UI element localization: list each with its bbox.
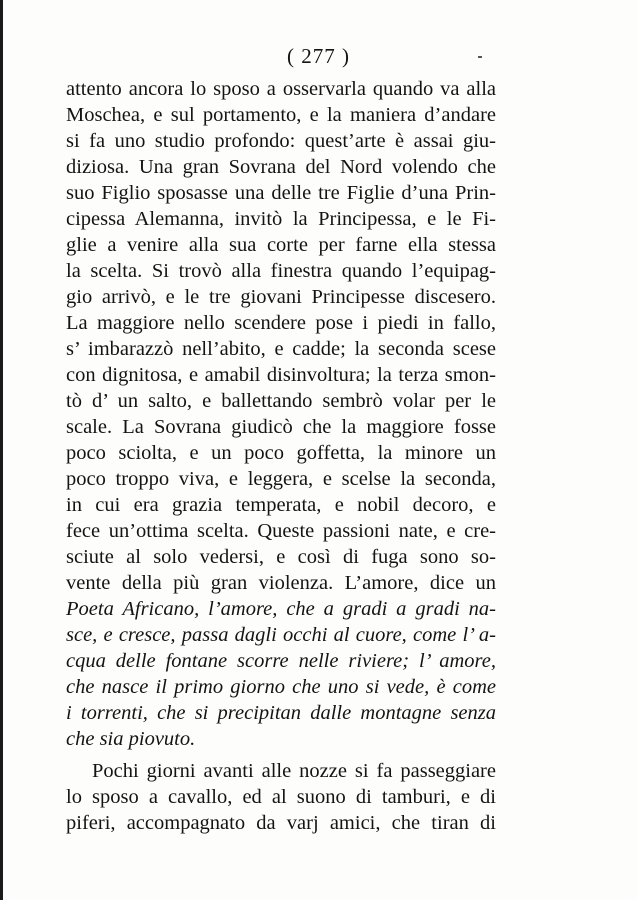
text-line: in cui era grazia temperata, e nobil decoro, e: [66, 494, 496, 516]
text-line: suo Figlio sposasse una delle tre Figlie d’una Prin-: [66, 182, 496, 204]
text-line: la scelta. Si trovò alla finestra quando l’equipag-: [66, 260, 496, 282]
text-line: Pochi giorni avanti alle nozze si fa passeggiare: [92, 760, 496, 782]
text-line: lo sposo a cavallo, ed al suono di tamburi, e di: [66, 786, 496, 808]
text-line: si fa uno studio profondo: quest’arte è assai giu-: [66, 130, 496, 152]
text-line: diziosa. Una gran Sovrana del Nord volendo che: [66, 156, 496, 178]
text-line: gio arrivò, e le tre giovani Principesse discesero.: [66, 286, 496, 308]
page-number: ( 277 ): [287, 44, 350, 68]
text-line: poco troppo viva, e leggera, e scelse la seconda,: [66, 468, 496, 490]
text-line: piferi, accompagnato da varj amici, che tiran di: [66, 812, 496, 834]
text-line: vente della più gran violenza. L’amore, dice un: [66, 572, 496, 594]
text-line: fece un’ottima scelta. Queste passioni nate, e cre-: [66, 520, 496, 542]
text-line: La maggiore nello scendere pose i piedi in fallo,: [66, 312, 496, 334]
text-line: sciute al solo vedersi, e così di fuga sono so-: [66, 546, 496, 568]
text-line: Poeta Africano, l’amore, che a gradi a gradi na-: [66, 598, 496, 620]
text-line: scale. La Sovrana giudicò che la maggiore fosse: [66, 416, 496, 438]
text-line: tò d’ un salto, e ballettando sembrò volar per le: [66, 390, 496, 412]
text-line: s’ imbarazzò nell’abito, e cadde; la seconda scese: [66, 338, 496, 360]
page-edge-shadow: [0, 0, 3, 900]
text-line: glie a venire alla sua corte per farne ella stessa: [66, 234, 496, 256]
text-line: cipessa Alemanna, invitò la Principessa, e le Fi-: [66, 208, 496, 230]
text-line: i torrenti, che si precipitan dalle montagne senza: [66, 702, 496, 724]
text-line: cqua delle fontane scorre nelle riviere; l’ amore,: [66, 650, 496, 672]
text-line: attento ancora lo sposo a osservarla quando va alla: [66, 78, 496, 100]
text-line: con dignitosa, e amabil disinvoltura; la terza smon-: [66, 364, 496, 386]
text-line: sce, e cresce, passa dagli occhi al cuore, come l’ a-: [66, 624, 496, 646]
text-line: poco sciolta, e un poco goffetta, la minore un: [66, 442, 496, 464]
text-line: Moschea, e sul portamento, e la maniera d’andare: [66, 104, 496, 126]
text-line: che sia piovuto.: [66, 728, 196, 750]
text-line: che nasce il primo giorno che uno si vede, è come: [66, 676, 496, 698]
